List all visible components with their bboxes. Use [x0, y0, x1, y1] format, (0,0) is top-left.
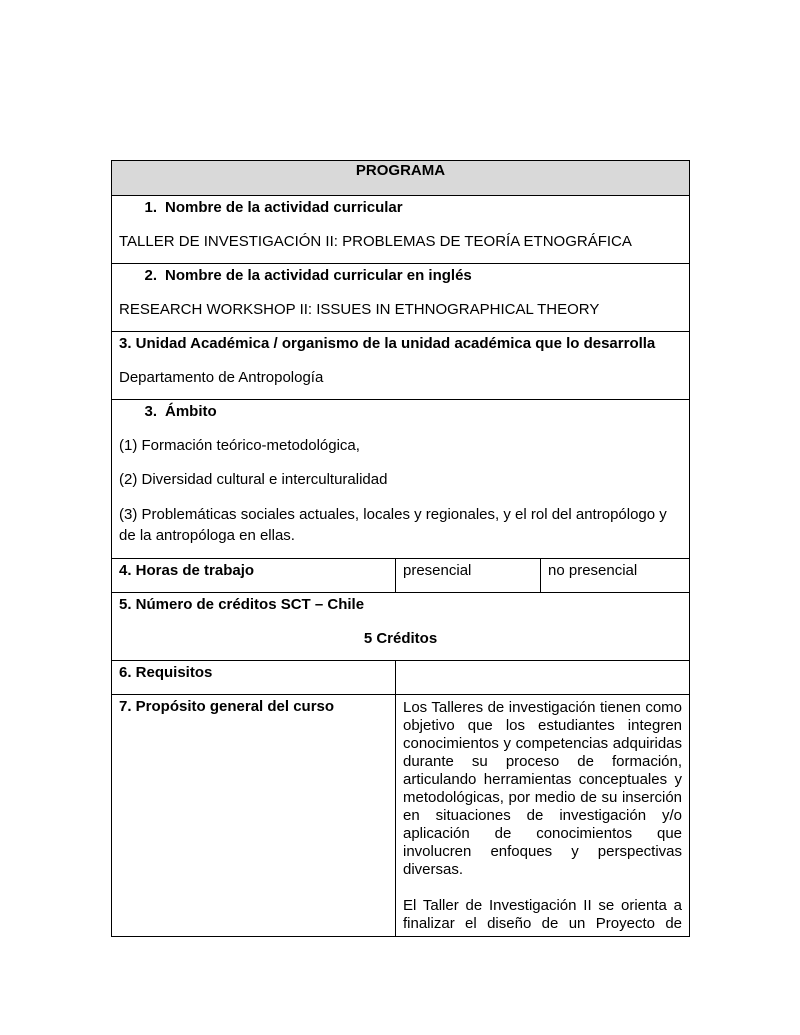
- requirements-label: 6. Requisitos: [112, 661, 396, 695]
- section-course-name: [112, 196, 690, 264]
- purpose-paragraph: Los Talleres de investigación tienen como objetivo que los estudiantes integren conocimientos y competencias adquiridas durante su proceso de formación, articulando herramientas conceptuales y metodológicas, por medio de su inserción en situaciones de investigación y/o aplicación de conocimientos que involucren enfoques y perspectivas diversas.: [403, 699, 683, 878]
- section-course-name-english: [112, 264, 690, 332]
- presencial-cell: presencial: [396, 559, 541, 593]
- section-title: 5. Número de créditos SCT – Chile: [119, 596, 365, 613]
- program-table: [111, 160, 690, 937]
- course-name-value: TALLER DE INVESTIGACIÓN II: PROBLEMAS DE TEORÍA ETNOGRÁFICA: [119, 233, 632, 250]
- section-title: 3. Unidad Académica / organismo de la unidad académica que lo desarrolla: [119, 335, 656, 352]
- section-title: Ámbito: [165, 403, 217, 420]
- section-credits: [112, 593, 690, 661]
- section-ambito: [112, 400, 690, 559]
- purpose-value: [396, 695, 690, 937]
- section-number: 1.: [144, 199, 157, 216]
- requirements-value: [396, 661, 690, 695]
- section-number: 2.: [144, 267, 157, 284]
- ambito-item: (1) Formación teórico-metodológica,: [119, 437, 360, 454]
- section-number: 3.: [144, 403, 157, 420]
- section-title: Nombre de la actividad curricular: [165, 199, 403, 216]
- ambito-item: (3) Problemáticas sociales actuales, locales y regionales, y el rol del antropólogo y de la antropóloga en ellas.: [119, 506, 667, 544]
- course-name-english-value: RESEARCH WORKSHOP II: ISSUES IN ETHNOGRAPHICAL THEORY: [119, 301, 600, 318]
- purpose-label: 7. Propósito general del curso: [112, 695, 396, 937]
- section-title: Nombre de la actividad curricular en inglés: [165, 267, 472, 284]
- academic-unit-value: Departamento de Antropología: [119, 369, 324, 386]
- section-academic-unit: [112, 332, 690, 400]
- credits-value: 5 Créditos: [363, 630, 438, 647]
- work-hours-label: 4. Horas de trabajo: [112, 559, 396, 593]
- program-header: PROGRAMA: [112, 161, 690, 196]
- no-presencial-cell: no presencial: [541, 559, 690, 593]
- purpose-paragraph: El Taller de Investigación II se orienta a finalizar el diseño de un Proyecto de: [403, 897, 683, 932]
- ambito-item: (2) Diversidad cultural e interculturalidad: [119, 471, 388, 488]
